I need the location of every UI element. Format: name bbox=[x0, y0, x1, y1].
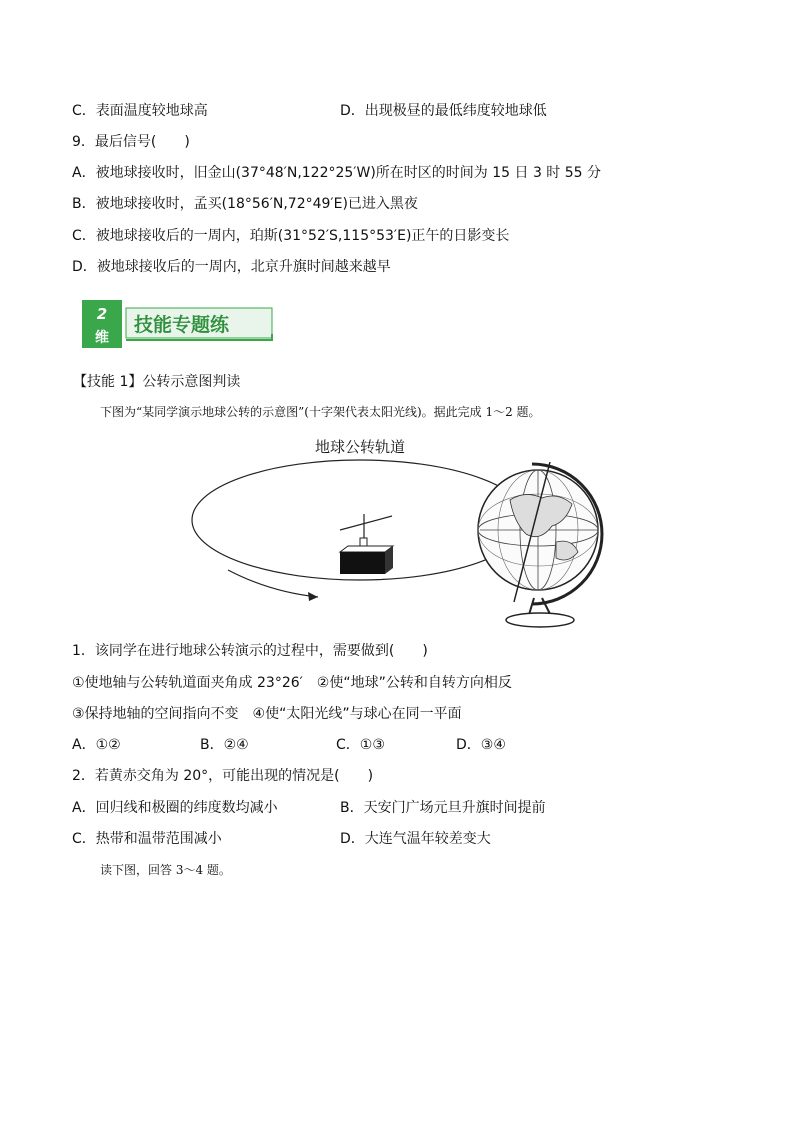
q8-option-c: C．表面温度较地球高 bbox=[72, 103, 208, 119]
q9-stem: 9．最后信号( ) bbox=[72, 134, 190, 150]
q9-option-c: C．被地球接收后的一周内，珀斯(31°52′S,115°53′E)正午的日影变长 bbox=[72, 228, 510, 244]
next-intro: 读下图，回答 3～4 题。 bbox=[100, 863, 231, 877]
direction-arrow bbox=[228, 570, 318, 597]
orbit-label: 地球公转轨道 bbox=[314, 438, 406, 456]
q2-option-c: C．热带和温带范围减小 bbox=[72, 831, 222, 847]
q1-stem: 1．该同学在进行地球公转演示的过程中，需要做到( ) bbox=[72, 643, 428, 659]
revolution-diagram bbox=[180, 430, 620, 630]
badge-char: 维 bbox=[95, 330, 109, 346]
q1-option-c: C．①③ bbox=[336, 737, 385, 753]
sunlight-cross-stand bbox=[340, 514, 393, 574]
q9-option-d: D．被地球接收后的一周内，北京升旗时间越来越早 bbox=[72, 259, 391, 275]
q1-option-d: D．③④ bbox=[456, 737, 506, 753]
q2-option-a: A．回归线和极圈的纬度数均减小 bbox=[72, 800, 278, 816]
q1-items-row1: ①使地轴与公转轨道面夹角成 23°26′ ②使“地球”公转和自转方向相反 bbox=[72, 675, 512, 691]
arrow-head-icon bbox=[308, 592, 318, 601]
q2-stem: 2．若黄赤交角为 20°，可能出现的情况是( ) bbox=[72, 768, 374, 784]
section-title: 技能专题练 bbox=[134, 314, 230, 336]
q8-option-d: D．出现极昼的最低纬度较地球低 bbox=[340, 103, 547, 119]
q1-items-row2: ③保持地轴的空间指向不变 ④使“太阳光线”与球心在同一平面 bbox=[72, 706, 462, 722]
skill1-intro: 下图为“某同学演示地球公转的示意图”(十字架代表太阳光线)。据此完成 1～2 题。 bbox=[100, 405, 541, 419]
section-badge bbox=[82, 298, 282, 350]
globe-icon bbox=[478, 462, 602, 627]
revolution-figure bbox=[180, 430, 620, 630]
badge-number: 2 bbox=[96, 305, 108, 323]
q2-option-b: B．天安门广场元旦升旗时间提前 bbox=[340, 800, 546, 816]
q9-option-b: B．被地球接收时，孟买(18°56′N,72°49′E)已进入黑夜 bbox=[72, 196, 418, 212]
section-badge-graphic bbox=[82, 298, 282, 350]
q1-option-b: B．②④ bbox=[200, 737, 249, 753]
q2-option-d: D．大连气温年较差变大 bbox=[340, 831, 491, 847]
q9-option-a: A．被地球接收时，旧金山(37°48′N,122°25′W)所在时区的时间为 15 日 3 时 55 分 bbox=[72, 165, 602, 181]
skill1-heading: 【技能 1】公转示意图判读 bbox=[73, 374, 241, 390]
q1-option-a: A．①② bbox=[72, 737, 121, 753]
